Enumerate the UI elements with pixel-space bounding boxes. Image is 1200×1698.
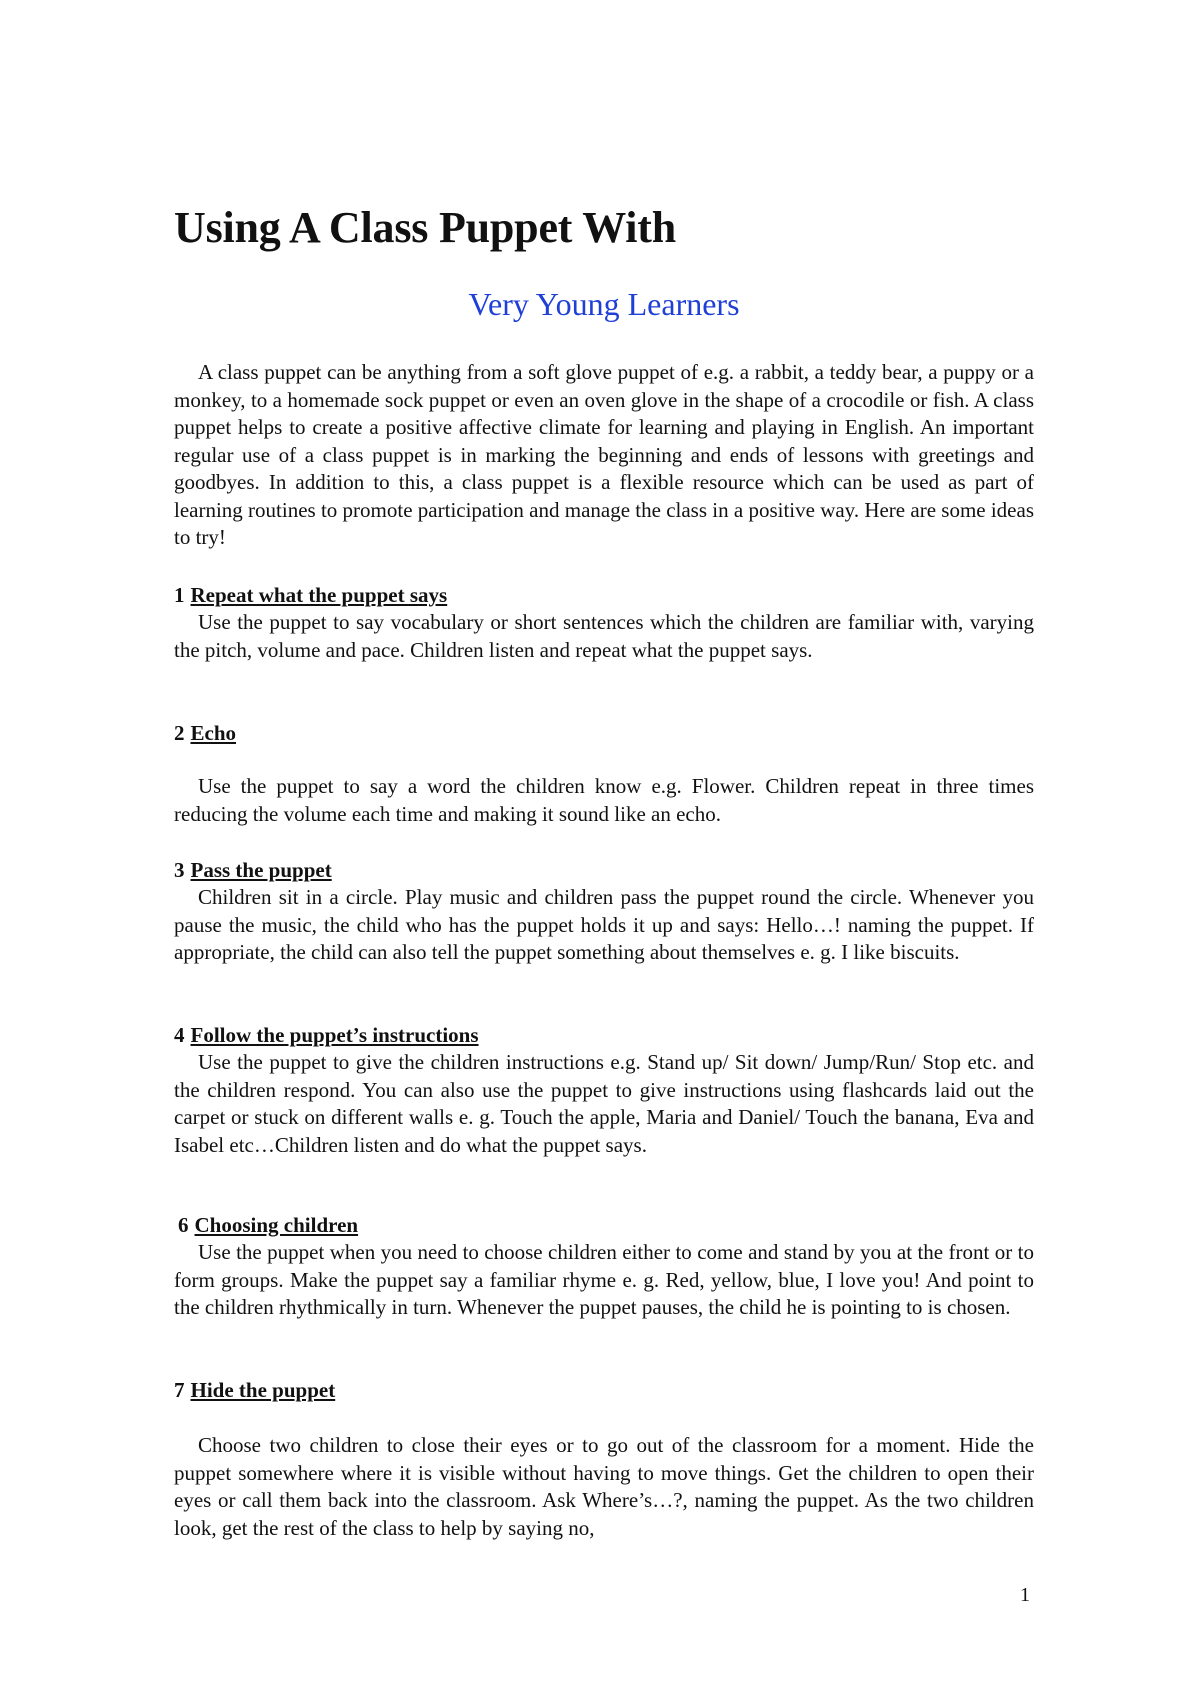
section-title: Choosing children xyxy=(194,1213,359,1237)
section-title: Hide the puppet xyxy=(190,1378,336,1402)
section-paragraph: Use the puppet to give the children instructions e.g. Stand up/ Sit down/ Jump/Run/ Stop etc. and the children respond. You can also use the puppet to give instructions using flashcards laid out the carpet or stuck on different walls e. g. Touch the apple, Maria and Daniel/ Touch the banana, Eva and Isabel etc…Children listen and do what the puppet says. xyxy=(174,1050,1034,1157)
document-subtitle: Very Young Learners xyxy=(468,286,740,322)
section-heading xyxy=(178,1212,358,1240)
intro-paragraph: A class puppet can be anything from a soft glove puppet of e.g. a rabbit, a teddy bear, a puppy or a monkey, to a homemade sock puppet or even an oven glove in the shape of a crocodile or fish. A class puppet helps to create a positive affective climate for learning and playing in English. An important regular use of a class puppet is in marking the beginning and ends of lessons with greetings and goodbyes. In addition to this, a class puppet is a flexible resource which can be used as part of learning routines to promote participation and manage the class in a positive way. Here are some ideas to try! xyxy=(174,360,1034,549)
section-title: Follow the puppet’s instructions xyxy=(190,1023,479,1047)
section-paragraph: Children sit in a circle. Play music and children pass the puppet round the circle. Whenever you pause the music, the child who has the puppet holds it up and says: Hello…! naming the puppet. If appropriate, the child can also tell the puppet something about themselves e. g. I like biscuits. xyxy=(174,885,1034,964)
section-title: Pass the puppet xyxy=(190,858,332,882)
section-heading xyxy=(174,582,447,610)
section-number: 7 xyxy=(174,1378,185,1402)
section-heading xyxy=(174,720,236,748)
section-number: 4 xyxy=(174,1023,185,1047)
section-paragraph: Use the puppet when you need to choose children either to come and stand by you at the front or to form groups. Make the puppet say a familiar rhyme e. g. Red, yellow, blue, I love you! And point to the children rhythmically in turn. Whenever the puppet pauses, the child he is pointing to is chosen. xyxy=(174,1240,1034,1319)
section-heading xyxy=(174,1377,335,1405)
section-number: 3 xyxy=(174,858,185,882)
section-paragraph: Use the puppet to say a word the children know e.g. Flower. Children repeat in three times reducing the volume each time and making it sound like an echo. xyxy=(174,774,1034,826)
section-title: Echo xyxy=(190,721,237,745)
section-number: 1 xyxy=(174,583,185,607)
section-heading xyxy=(174,857,332,885)
section-paragraph: Use the puppet to say vocabulary or short sentences which the children are familiar with, varying the pitch, volume and pace. Children listen and repeat what the puppet says. xyxy=(174,610,1034,662)
section-title: Repeat what the puppet says xyxy=(190,583,448,607)
document-title: Using A Class Puppet With xyxy=(174,203,676,252)
section-heading xyxy=(174,1022,479,1050)
section-number: 6 xyxy=(178,1213,189,1237)
section-number: 2 xyxy=(174,721,185,745)
page-number: 1 xyxy=(1020,1584,1030,1606)
section-paragraph: Choose two children to close their eyes or to go out of the classroom for a moment. Hide the puppet somewhere where it is visible without having to move things. Get the children to open their eyes or call them back into the classroom. Ask Where’s…?, naming the puppet. As the two children look, get the rest of the class to help by saying no, xyxy=(174,1433,1034,1540)
